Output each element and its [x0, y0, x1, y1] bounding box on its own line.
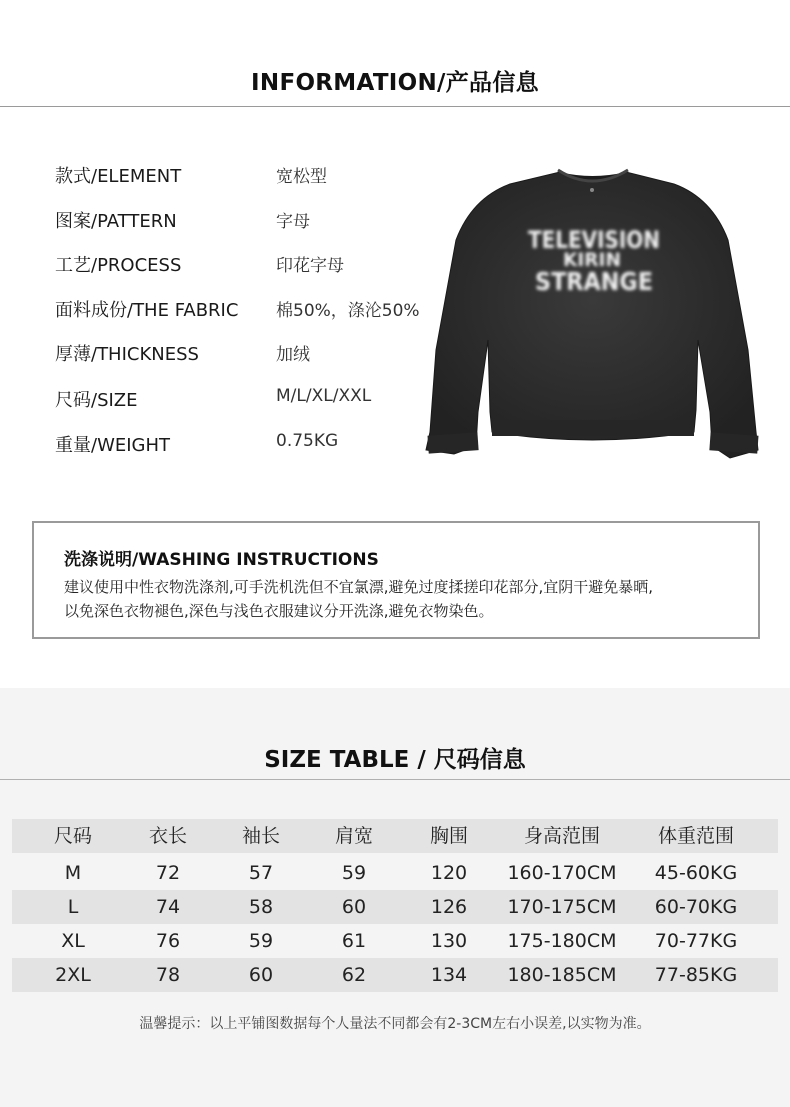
- spec-value: 字母: [276, 212, 310, 232]
- table-cell: 62: [341, 964, 367, 986]
- table-cell: XL: [61, 930, 85, 952]
- washing-text: [64, 575, 754, 623]
- table-cell: 60: [341, 896, 367, 918]
- table-header-cell: 身高范围: [523, 825, 600, 847]
- table-cell: 59: [341, 862, 367, 884]
- table-header-cell: 体重范围: [657, 825, 734, 847]
- table-header-row: [12, 819, 778, 853]
- table-cell: 45-60KG: [654, 862, 738, 884]
- spec-label: 款式/ELEMENT: [55, 166, 182, 187]
- spec-label: 图案/PATTERN: [55, 211, 177, 232]
- washing-line-1: 建议使用中性衣物洗涤剂,可手洗机洗但不宜氯漂,避免过度揉搓印花部分,宜阴干避免暴晒,: [64, 578, 654, 596]
- spec-label: 工艺/PROCESS: [55, 255, 182, 276]
- sweatshirt-image: [412, 150, 772, 490]
- washing-title: 洗涤说明/WASHING INSTRUCTIONS: [64, 550, 379, 570]
- table-cell: 76: [155, 930, 181, 952]
- table-header-cell: 胸围: [429, 825, 468, 847]
- divider: [0, 779, 790, 780]
- table-header-cell: 尺码: [53, 825, 92, 847]
- table-cell: 60-70KG: [654, 896, 738, 918]
- table-cell: 74: [155, 896, 181, 918]
- washing-instructions-box: [32, 521, 760, 639]
- spec-value: 宽松型: [276, 167, 327, 187]
- table-header-cell: 肩宽: [334, 825, 373, 847]
- table-cell: M: [64, 862, 82, 884]
- print-line-1: TELEVISION: [528, 226, 660, 254]
- table-row: [12, 924, 778, 958]
- table-cell: 2XL: [55, 964, 91, 986]
- table-cell: 60: [248, 964, 274, 986]
- spec-value: 0.75KG: [276, 431, 339, 451]
- table-cell: 61: [341, 930, 367, 952]
- table-cell: L: [67, 896, 79, 918]
- spec-value: 加绒: [276, 345, 310, 365]
- spec-value: M/L/XL/XXL: [276, 386, 372, 406]
- table-header-cell: 衣长: [148, 825, 187, 847]
- print-line-2: KIRIN: [563, 249, 621, 271]
- washing-line-2: 以免深色衣物褪色,深色与浅色衣服建议分开洗涤,避免衣物染色。: [64, 602, 494, 620]
- table-row: [12, 958, 778, 992]
- table-cell: 70-77KG: [654, 930, 738, 952]
- table-cell: 77-85KG: [654, 964, 738, 986]
- spec-label: 重量/WEIGHT: [55, 435, 171, 456]
- spec-value: 印花字母: [276, 256, 344, 276]
- table-cell: 170-175CM: [507, 896, 617, 918]
- size-table-title: SIZE TABLE / 尺码信息: [264, 747, 526, 773]
- table-row: [12, 890, 778, 924]
- information-title: INFORMATION/产品信息: [251, 70, 539, 96]
- table-cell: 126: [430, 896, 468, 918]
- table-row: [12, 856, 778, 890]
- table-cell: 59: [248, 930, 274, 952]
- table-cell: 72: [155, 862, 181, 884]
- table-cell: 175-180CM: [507, 930, 617, 952]
- table-cell: 120: [430, 862, 468, 884]
- spec-label: 尺码/SIZE: [55, 390, 138, 411]
- spec-label: 厚薄/THICKNESS: [55, 344, 199, 365]
- table-header-cell: 袖长: [241, 825, 280, 847]
- table-cell: 78: [155, 964, 181, 986]
- size-note: 温馨提示：以上平铺图数据每个人量法不同都会有2-3CM左右小误差,以实物为准。: [139, 1016, 651, 1032]
- table-cell: 160-170CM: [507, 862, 617, 884]
- spec-value: 棉50%，涤沦50%: [276, 301, 420, 321]
- table-cell: 180-185CM: [507, 964, 617, 986]
- table-cell: 57: [248, 862, 274, 884]
- table-cell: 130: [430, 930, 468, 952]
- print-line-3: STRANGE: [535, 267, 653, 296]
- table-cell: 58: [248, 896, 274, 918]
- spec-label: 面料成份/THE FABRIC: [55, 300, 239, 321]
- table-cell: 134: [430, 964, 468, 986]
- divider: [0, 106, 790, 107]
